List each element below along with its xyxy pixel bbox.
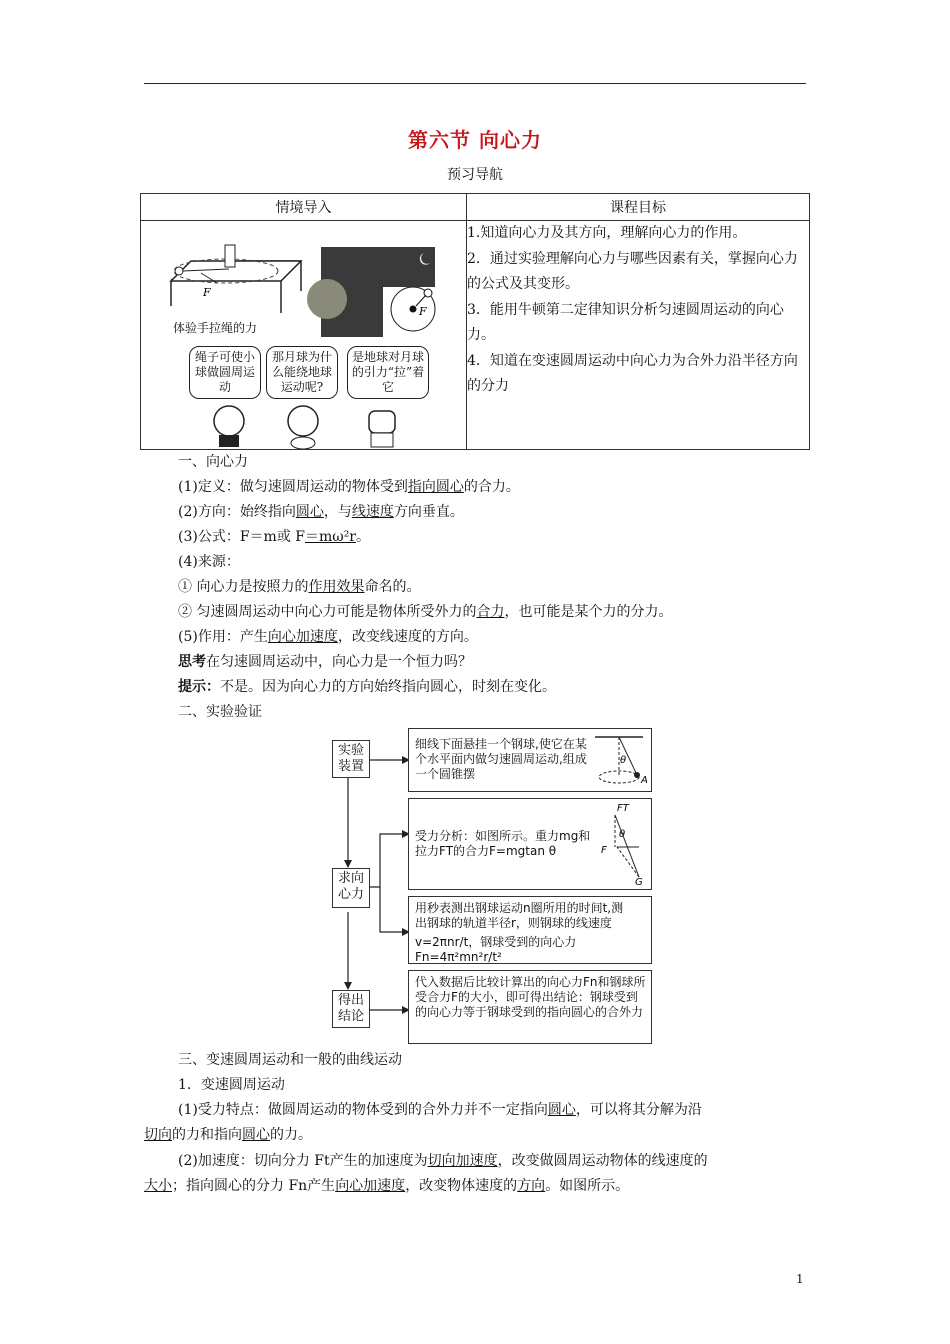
force-label-F: F bbox=[419, 305, 427, 318]
table-header-goals: 课程目标 bbox=[467, 194, 810, 221]
page-title: 第六节 向心力 bbox=[408, 128, 542, 152]
direction-line: (2)方向：始终指向圆心，与线速度方向垂直。 bbox=[178, 504, 464, 520]
speech-bubble-3: 是地球对月球的引力“拉”着它 bbox=[347, 346, 429, 399]
svg-text:FT: FT bbox=[617, 803, 629, 814]
section2-heading: 二、实验验证 bbox=[178, 704, 262, 720]
think-line: 思考在匀速圆周运动中，向心力是一个恒力吗？ bbox=[178, 654, 472, 670]
label-box-apparatus: 实验装置 bbox=[332, 740, 370, 778]
section1-heading: 一、向心力 bbox=[178, 454, 248, 470]
page-number: 1 bbox=[796, 1272, 804, 1286]
moon-photo bbox=[383, 247, 435, 287]
header-rule bbox=[144, 83, 806, 84]
section3-heading: 三、变速圆周运动和一般的曲线运动 bbox=[178, 1052, 402, 1068]
goal-3: 3．能用牛顿第二定律知识分析匀速圆周运动的向心力。 bbox=[467, 301, 784, 343]
source-line: (4)来源： bbox=[178, 554, 240, 570]
acceleration-line1: (2)加速度：切向分力 Ft产生的加速度为切向加速度，改变做圆周运动物体的线速度的 bbox=[178, 1153, 708, 1169]
table-drawing bbox=[171, 245, 301, 313]
table-header-scenario: 情境导入 bbox=[141, 194, 467, 221]
hint-line: 提示：不是。因为向心力的方向始终指向圆心，时刻在变化。 bbox=[178, 679, 556, 695]
force-diagram-figure bbox=[595, 801, 649, 887]
force-property-line1: (1)受力特点：做圆周运动的物体受到的合外力并不一定指向圆心，可以将其分解为沿 bbox=[178, 1102, 702, 1118]
subsection-variable-circular: 1．变速圆周运动 bbox=[178, 1077, 285, 1093]
measurement-box: 用秒表测出钢球运动n圈所用的时间t,测 出钢球的轨道半径r，则钢球的线速度 v=2πnr/t，钢球受到的向心力Fn=4π²mn²r/t² bbox=[408, 896, 652, 964]
conical-pendulum-figure bbox=[587, 731, 649, 789]
speech-bubble-1: 绳子可使小球做圆周运动 bbox=[189, 346, 261, 399]
force-analysis-box: 受力分析：如图所示。重力mg和拉力FT的合力F=mgtan θ FT θ F G bbox=[408, 798, 652, 890]
illustration-cell bbox=[141, 221, 467, 450]
svg-text:θ: θ bbox=[620, 755, 627, 766]
goal-4: 4．知道在变速圆周运动中向心力为合外力沿半径方向的分力 bbox=[467, 352, 798, 394]
force-label-f: F bbox=[203, 286, 211, 299]
svg-text:F: F bbox=[601, 845, 607, 856]
svg-text:θ: θ bbox=[619, 829, 626, 840]
speech-bubble-2: 那月球为什么能绕地球运动呢? bbox=[266, 346, 338, 399]
preview-table bbox=[140, 193, 810, 450]
source-item-1: ① 向心力是按照力的作用效果命名的。 bbox=[178, 579, 421, 595]
effect-line: (5)作用：产生向心加速度，改变线速度的方向。 bbox=[178, 629, 478, 645]
goals-cell bbox=[467, 221, 810, 450]
label-box-conclusion: 得出结论 bbox=[332, 990, 370, 1028]
illustration-caption: 体验手拉绳的力 bbox=[173, 321, 258, 335]
svg-text:A: A bbox=[641, 775, 648, 786]
section-subtitle: 预习导航 bbox=[447, 167, 503, 183]
goal-1: 1.知道向心力及其方向，理解向心力的作用。 bbox=[467, 225, 747, 241]
cartoon-characters bbox=[214, 406, 395, 449]
source-item-2: ② 匀速圆周运动中向心力可能是物体所受外力的合力，也可能是某个力的分力。 bbox=[178, 604, 673, 620]
label-box-force: 求向心力 bbox=[332, 868, 370, 908]
force-property-line2: 切向的力和指向圆心的力。 bbox=[144, 1127, 312, 1143]
conclusion-box: 代入数据后比较计算出的向心力Fn和钢球所受合力F的大小，即可得出结论：钢球受到的向心力等于钢球受到的指向圆心的合外力 bbox=[408, 970, 652, 1044]
definition-line: (1)定义：做匀速圆周运动的物体受到指向圆心的合力。 bbox=[178, 479, 520, 495]
orbit-center bbox=[410, 306, 417, 313]
acceleration-line2: 大小；指向圆心的分力 Fn产生向心加速度，改变物体速度的方向。如图所示。 bbox=[144, 1178, 630, 1194]
apparatus-box: 细线下面悬挂一个钢球,使它在某个水平面内做匀速圆周运动,组成一个圆锥摆 θ A bbox=[408, 728, 652, 792]
formula-line: (3)公式：F＝m或 F＝mω²r。 bbox=[178, 529, 370, 545]
goal-2: 2．通过实验理解向心力与哪些因素有关，掌握向心力的公式及其变形。 bbox=[467, 250, 798, 292]
svg-text:G: G bbox=[635, 877, 643, 887]
earth-shape bbox=[307, 279, 347, 319]
